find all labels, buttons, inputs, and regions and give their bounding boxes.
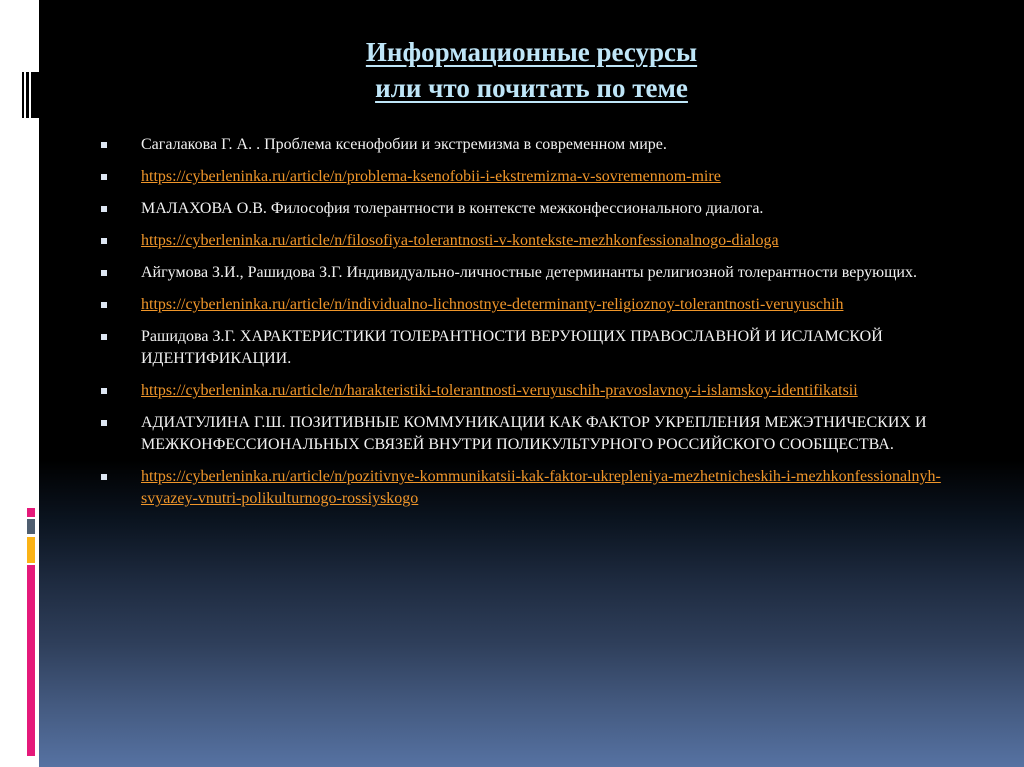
square-bullet-icon — [101, 142, 107, 148]
square-bullet-icon — [101, 302, 107, 308]
list-item-link-2 — [100, 230, 970, 252]
square-bullet-icon — [101, 334, 107, 340]
list-item-reference-3 — [100, 262, 970, 284]
reference-link[interactable]: https://cyberleninka.ru/article/n/harakteristiki-tolerantnosti-veruyuschih-pravoslavnoy-i-islamskoy-identifikatsii — [141, 382, 858, 399]
list-item-reference-2 — [100, 198, 970, 220]
references-list — [100, 134, 970, 520]
list-item-reference-1 — [100, 134, 970, 156]
reference-text: АДИАТУЛИНА Г.Ш. ПОЗИТИВНЫЕ КОММУНИКАЦИИ КАК ФАКТОР УКРЕПЛЕНИЯ МЕЖЭТНИЧЕСКИХ И МЕЖКОНФЕССИОНАЛЬНЫХ СВЯЗЕЙ ВНУТРИ ПОЛИКУЛЬТУРНОГО РОССИЙСКОГО СООБЩЕСТВА. — [141, 414, 927, 453]
reference-text: Сагалакова Г. А. . Проблема ксенофобии и экстремизма в современном мире. — [141, 136, 667, 153]
square-bullet-icon — [101, 270, 107, 276]
reference-text: МАЛАХОВА О.В. Философия толерантности в контексте межконфессионального диалога. — [141, 200, 764, 217]
slide-title — [39, 34, 1024, 106]
decorative-amber-block — [27, 537, 35, 563]
reference-text: Айгумова З.И., Рашидова З.Г. Индивидуально-личностные детерминанты религиозной толерантности верующих. — [141, 264, 917, 281]
title-line-1: Информационные ресурсы — [365, 37, 698, 67]
title-line-2: или что почитать по теме — [375, 73, 688, 103]
reference-link[interactable]: https://cyberleninka.ru/article/n/filosofiya-tolerantnosti-v-kontekste-mezhkonfessionalnogo-dialoga — [141, 232, 779, 249]
decorative-pink-block — [27, 508, 35, 517]
square-bullet-icon — [101, 420, 107, 426]
decorative-pink-bar — [27, 565, 35, 756]
square-bullet-icon — [101, 174, 107, 180]
reference-link[interactable]: https://cyberleninka.ru/article/n/pozitivnye-kommunikatsii-kak-faktor-ukrepleniya-mezhetnicheskih-i-mezhkonfessionalnyh-svyazey-vnutri-polikulturnogo-rossiyskogo — [141, 468, 941, 507]
content-panel — [39, 0, 1024, 767]
reference-text: Рашидова З.Г. ХАРАКТЕРИСТИКИ ТОЛЕРАНТНОСТИ ВЕРУЮЩИХ ПРАВОСЛАВНОЙ И ИСЛАМСКОЙ ИДЕНТИФИКАЦИИ. — [141, 328, 883, 367]
decorative-barcode-stripes — [22, 72, 39, 118]
reference-link[interactable]: https://cyberleninka.ru/article/n/problema-ksenofobii-i-ekstremizma-v-sovremennom-mire — [141, 168, 721, 185]
square-bullet-icon — [101, 206, 107, 212]
list-item-link-1 — [100, 166, 970, 188]
list-item-link-4 — [100, 380, 970, 402]
square-bullet-icon — [101, 238, 107, 244]
square-bullet-icon — [101, 474, 107, 480]
list-item-reference-4 — [100, 326, 970, 370]
list-item-link-5 — [100, 466, 970, 510]
reference-link[interactable]: https://cyberleninka.ru/article/n/individualno-lichnostnye-determinanty-religioznoy-tolerantnosti-veruyuschih — [141, 296, 844, 313]
list-item-reference-5 — [100, 412, 970, 456]
list-item-link-3 — [100, 294, 970, 316]
square-bullet-icon — [101, 388, 107, 394]
decorative-slate-block — [27, 519, 35, 534]
